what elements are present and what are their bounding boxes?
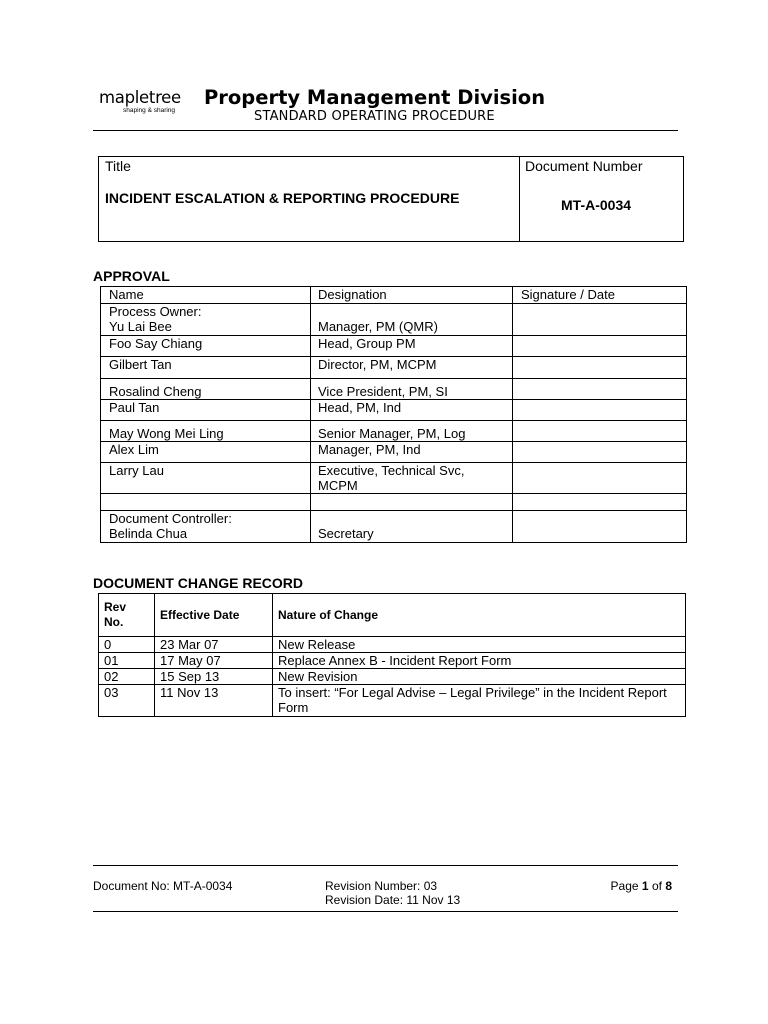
signature-cell	[513, 379, 687, 400]
table-row	[101, 494, 687, 511]
date-cell: 15 Sep 13	[155, 669, 273, 685]
table-row	[101, 511, 687, 543]
table-row	[99, 669, 686, 685]
title-box-divider	[519, 157, 520, 241]
approval-header-row	[101, 287, 687, 304]
header-divider	[93, 130, 678, 131]
change-cell: New Revision	[273, 669, 686, 685]
footer-divider-bottom	[93, 911, 678, 912]
approver-name: May Wong Mei Ling	[101, 421, 311, 442]
document-number-label: Document Number	[525, 158, 643, 174]
approver-designation: Head, Group PM	[311, 336, 513, 357]
approver-designation: Senior Manager, PM, Log	[311, 421, 513, 442]
change-cell: Replace Annex B - Incident Report Form	[273, 653, 686, 669]
table-row	[101, 463, 687, 494]
signature-cell	[513, 357, 687, 379]
rev-cell: 03	[99, 685, 155, 717]
page-of: of	[651, 879, 662, 893]
table-row	[101, 357, 687, 379]
footer-revision-number: Revision Number: 03	[325, 879, 438, 893]
controller-role: Document Controller:	[109, 511, 232, 526]
table-row	[101, 442, 687, 463]
approver-designation: Manager, PM, Ind	[311, 442, 513, 463]
signature-cell	[513, 463, 687, 494]
approver-name: Foo Say Chiang	[101, 336, 311, 357]
col-header-effective-date: Effective Date	[155, 594, 273, 637]
division-title: Property Management Division	[204, 86, 546, 109]
rev-cell: 01	[99, 653, 155, 669]
approval-heading: APPROVAL	[93, 268, 170, 284]
logo-wordmark: mapletree	[99, 88, 181, 107]
signature-cell	[513, 304, 687, 336]
table-row	[99, 685, 686, 717]
approver-role: Process Owner:	[109, 304, 202, 319]
approver-designation: Manager, PM (QMR)	[311, 304, 513, 336]
col-header-nature: Nature of Change	[273, 594, 686, 637]
document-type: STANDARD OPERATING PROCEDURE	[254, 109, 495, 124]
date-cell: 23 Mar 07	[155, 637, 273, 653]
approver-designation: Head, PM, Ind	[311, 400, 513, 421]
table-row	[99, 653, 686, 669]
company-logo	[99, 89, 195, 121]
signature-cell	[513, 421, 687, 442]
signature-cell	[513, 511, 687, 543]
approver-name: Rosalind Cheng	[101, 379, 311, 400]
table-row	[101, 400, 687, 421]
title-value: INCIDENT ESCALATION & REPORTING PROCEDURE	[105, 190, 460, 206]
blank-cell	[101, 494, 311, 511]
logo-tagline: shaping & sharing	[123, 107, 176, 114]
signature-cell	[513, 494, 687, 511]
signature-cell	[513, 442, 687, 463]
col-header-rev: Rev No.	[99, 594, 155, 637]
page-word: Page	[610, 879, 639, 893]
footer-document-number: Document No: MT-A-0034	[93, 879, 233, 893]
page-total: 8	[665, 879, 672, 893]
approver-designation: Director, PM, MCPM	[311, 357, 513, 379]
title-box	[98, 156, 684, 242]
title-label: Title	[105, 158, 131, 174]
change-header-row	[99, 594, 686, 637]
controller-designation: Secretary	[311, 511, 513, 543]
change-record-heading: DOCUMENT CHANGE RECORD	[93, 575, 303, 591]
approver-name: Gilbert Tan	[101, 357, 311, 379]
date-cell: 17 May 07	[155, 653, 273, 669]
change-cell: New Release	[273, 637, 686, 653]
blank-cell	[311, 494, 513, 511]
col-header-name: Name	[101, 287, 311, 304]
table-row	[101, 379, 687, 400]
table-row	[101, 421, 687, 442]
col-header-signature: Signature / Date	[513, 287, 687, 304]
table-row	[99, 637, 686, 653]
col-header-designation: Designation	[311, 287, 513, 304]
approver-designation: Executive, Technical Svc, MCPM	[311, 463, 513, 494]
rev-cell: 02	[99, 669, 155, 685]
rev-cell: 0	[99, 637, 155, 653]
table-row	[101, 336, 687, 357]
page-current: 1	[641, 879, 649, 893]
footer-page-number	[611, 879, 672, 893]
signature-cell	[513, 336, 687, 357]
approver-name: Alex Lim	[101, 442, 311, 463]
approver-name: Paul Tan	[101, 400, 311, 421]
change-cell: To insert: “For Legal Advise – Legal Privilege” in the Incident Report Form	[273, 685, 686, 717]
date-cell: 11 Nov 13	[155, 685, 273, 717]
approver-name: Larry Lau	[101, 463, 311, 494]
document-number-value: MT-A-0034	[561, 197, 632, 213]
change-record-table	[98, 593, 686, 717]
approver-name: Yu Lai Bee	[109, 319, 172, 334]
approval-table	[100, 286, 687, 543]
signature-cell	[513, 400, 687, 421]
approver-designation: Vice President, PM, SI	[311, 379, 513, 400]
footer-revision-date: Revision Date: 11 Nov 13	[325, 893, 461, 907]
table-row	[101, 304, 687, 336]
controller-name: Belinda Chua	[109, 526, 188, 541]
footer-divider-top	[93, 865, 678, 866]
